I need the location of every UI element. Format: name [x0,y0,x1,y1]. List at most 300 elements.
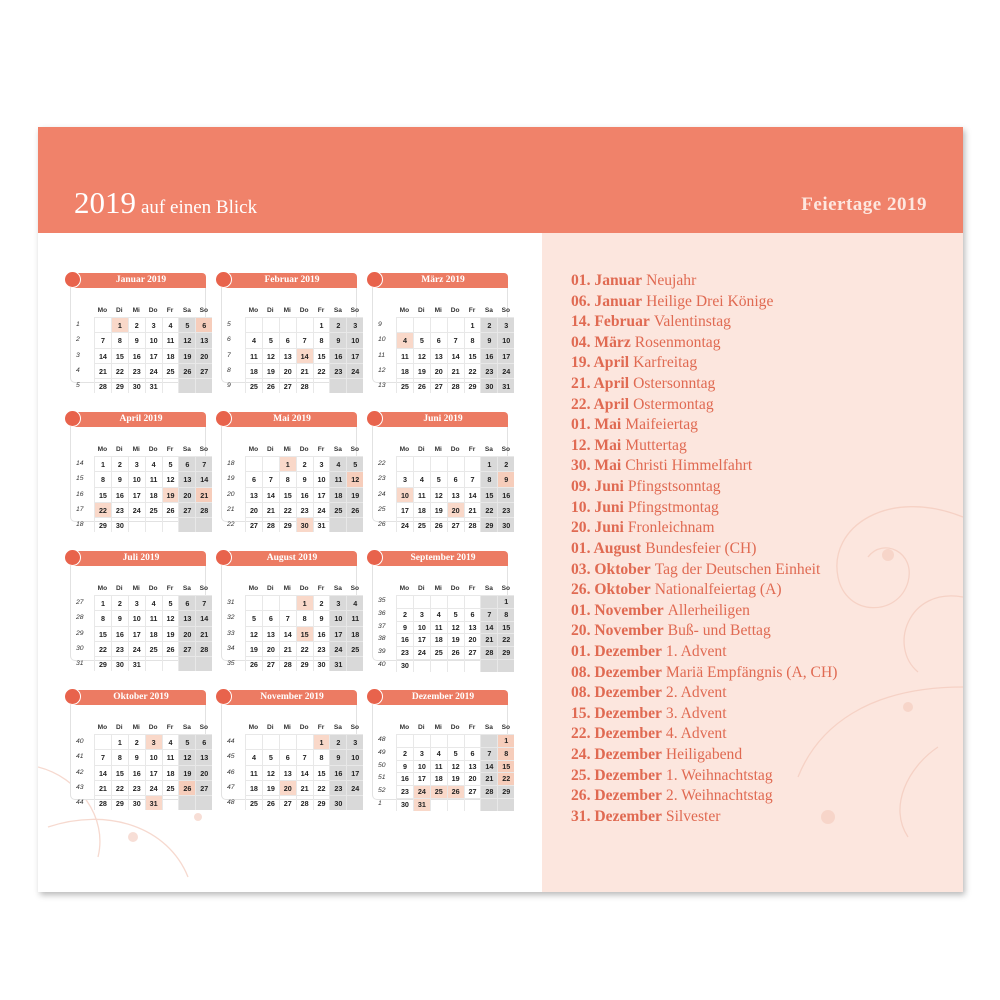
grid-corner [375,722,396,734]
month-grid [375,722,514,811]
weekday-header: Sa [484,446,493,453]
holiday-item [571,704,837,725]
day-cell: 11 [245,765,262,780]
day-cell: 29 [111,795,128,810]
day-cell: 25 [245,378,262,393]
weekday-header: Sa [182,724,191,731]
month-calendar [64,690,209,809]
day-cell: 19 [346,487,363,502]
holiday-name: 3. Advent [665,704,727,722]
month-body [372,427,511,531]
holiday-month: Mai [594,457,622,475]
day-cell: 29 [94,656,111,671]
day-cell: 7 [94,332,111,347]
day-cell: 30 [329,795,346,810]
holiday-item [571,415,837,436]
day-cell [464,595,481,608]
holiday-name: 1. Weihnachtstag [665,766,773,784]
month-grid [224,583,363,671]
day-cell: 4 [145,456,162,471]
holiday-month: Mai [594,416,622,434]
day-cell: 18 [145,487,162,502]
week-number: 20 [227,490,235,498]
weekday-header: Mi [132,585,140,592]
day-cell: 12 [430,487,447,502]
weekday-header: Mo [248,585,259,592]
week-number: 41 [76,753,84,761]
day-cell [480,659,497,672]
day-cell: 18 [245,780,262,795]
weekday-header: Fr [166,307,174,314]
holiday-item [571,477,837,498]
day-cell [162,517,179,532]
day-cell: 26 [178,780,195,795]
weekday-header: Mo [97,724,108,731]
day-cell: 19 [262,363,279,378]
weekday-header: Mo [248,307,259,314]
day-cell: 21 [94,780,111,795]
day-cell [464,734,481,747]
day-cell [195,378,212,393]
holiday-item [571,663,837,684]
day-cell [447,734,464,747]
day-cell: 13 [245,487,262,502]
holiday-day: 08. [571,684,595,702]
weekday-header: Fr [166,585,174,592]
day-cell: 9 [111,471,128,486]
day-cell [178,656,195,671]
weekday-header: Fr [317,585,325,592]
day-cell: 15 [111,765,128,780]
day-cell: 4 [346,595,363,610]
weekday-header: Di [418,446,425,453]
circle-icon [215,688,232,705]
week-number: 33 [227,629,235,637]
day-cell: 16 [111,626,128,641]
day-cell [497,798,514,811]
day-cell: 6 [447,471,464,486]
grid-corner [73,305,94,317]
holiday-month: Juni [594,478,624,496]
day-cell: 19 [430,502,447,517]
day-cell: 21 [296,363,313,378]
holiday-day: 14. [571,313,595,331]
holiday-name: Christi Himmelfahrt [625,457,753,475]
week-number: 32 [227,614,235,622]
day-cell [296,317,313,332]
week-number: 8 [227,366,231,374]
day-cell: 15 [111,348,128,363]
holiday-item [571,395,837,416]
day-cell: 24 [145,363,162,378]
weekday-header: So [199,307,208,314]
month-grid [375,305,514,393]
day-cell: 28 [195,641,212,656]
holiday-item [571,292,837,313]
day-cell: 17 [128,487,145,502]
day-cell: 29 [313,795,330,810]
week-number: 31 [76,660,84,668]
day-cell: 26 [430,517,447,532]
week-number: 22 [378,460,386,467]
day-cell [162,378,179,393]
day-cell: 2 [480,317,497,332]
holiday-name: Heilige Drei Könige [646,292,774,310]
day-cell: 11 [245,348,262,363]
day-cell: 12 [162,471,179,486]
day-cell: 16 [497,487,514,502]
day-cell: 19 [162,626,179,641]
holiday-day: 31. [571,807,595,825]
day-cell: 11 [430,621,447,634]
day-cell [464,659,481,672]
day-cell [480,798,497,811]
day-cell: 9 [396,621,413,634]
day-cell: 15 [464,348,481,363]
day-cell: 30 [497,517,514,532]
weekday-header: Do [299,724,309,731]
day-cell: 20 [279,363,296,378]
day-cell: 30 [111,517,128,532]
day-cell: 5 [262,332,279,347]
day-cell: 24 [313,502,330,517]
day-cell: 6 [430,332,447,347]
day-cell: 28 [296,795,313,810]
day-cell [346,656,363,671]
holiday-name: Muttertag [625,436,687,454]
holiday-month: Mai [594,436,622,454]
day-cell: 30 [128,378,145,393]
day-cell: 19 [447,772,464,785]
day-cell: 23 [128,780,145,795]
holiday-name: Ostermontag [633,395,714,413]
day-cell: 22 [296,641,313,656]
holiday-month: Dezember [594,642,662,660]
month-calendar [64,273,209,392]
day-cell: 26 [413,378,430,393]
holiday-name: Maifeiertag [625,416,698,434]
day-cell [245,734,262,749]
day-cell: 27 [464,785,481,798]
day-cell: 8 [111,749,128,764]
day-cell: 3 [346,317,363,332]
day-cell: 9 [128,749,145,764]
holiday-month: Juni [594,498,624,516]
day-cell: 17 [396,502,413,517]
day-cell: 4 [413,471,430,486]
day-cell [430,595,447,608]
day-cell: 5 [178,317,195,332]
weekday-header: Mi [283,307,291,314]
day-cell: 1 [94,456,111,471]
day-cell: 8 [111,332,128,347]
day-cell: 13 [178,610,195,625]
title-year: 2019 [74,185,136,220]
day-cell: 14 [195,610,212,625]
weekday-header: Mi [283,446,291,453]
week-number: 48 [378,736,386,743]
day-cell: 14 [94,348,111,363]
week-number: 19 [227,475,235,483]
day-cell: 11 [145,610,162,625]
weekday-header: Sa [484,307,493,314]
day-cell: 23 [396,646,413,659]
holiday-day: 06. [571,292,595,310]
day-cell: 3 [346,734,363,749]
day-cell [245,317,262,332]
day-cell: 1 [497,734,514,747]
day-cell: 27 [178,641,195,656]
holiday-month: Dezember [594,807,662,825]
day-cell: 4 [245,749,262,764]
day-cell: 26 [262,378,279,393]
day-cell: 4 [430,608,447,621]
day-cell [346,795,363,810]
day-cell: 16 [329,348,346,363]
day-cell: 28 [447,378,464,393]
day-cell: 5 [162,456,179,471]
day-cell: 10 [396,487,413,502]
day-cell: 14 [195,471,212,486]
day-cell: 4 [145,595,162,610]
weekday-header: Mo [97,446,108,453]
holiday-item [571,312,837,333]
holiday-month: Dezember [594,704,662,722]
day-cell: 8 [497,608,514,621]
day-cell: 14 [94,765,111,780]
day-cell: 6 [279,332,296,347]
day-cell: 13 [464,621,481,634]
day-cell: 5 [178,734,195,749]
week-number: 44 [76,799,84,807]
day-cell: 11 [162,332,179,347]
day-cell: 16 [480,348,497,363]
weekday-header: Di [116,724,123,731]
day-cell: 19 [413,363,430,378]
day-cell: 11 [162,749,179,764]
day-cell: 14 [480,621,497,634]
day-cell: 28 [94,795,111,810]
month-calendar [366,690,511,809]
day-cell [396,595,413,608]
holiday-day: 30. [571,457,595,475]
circle-icon [366,688,383,705]
day-cell: 29 [111,378,128,393]
day-cell: 11 [413,487,430,502]
weekday-header: Do [450,307,460,314]
day-cell: 4 [162,317,179,332]
grid-corner [73,444,94,456]
day-cell [447,317,464,332]
day-cell [329,378,346,393]
day-cell: 14 [464,487,481,502]
month-body [372,288,511,392]
day-cell: 23 [396,785,413,798]
day-cell: 31 [313,517,330,532]
day-cell: 19 [245,641,262,656]
holiday-item [571,560,837,581]
holiday-month: Dezember [594,684,662,702]
day-cell: 23 [296,502,313,517]
holiday-day: 22. [571,395,594,413]
day-cell: 14 [279,626,296,641]
circle-icon [64,271,81,288]
day-cell: 17 [413,633,430,646]
day-cell: 11 [396,348,413,363]
day-cell [480,595,497,608]
week-number: 45 [227,753,235,761]
weekday-header: Sa [333,585,342,592]
day-cell: 15 [94,487,111,502]
day-cell [413,734,430,747]
day-cell: 4 [396,332,413,347]
day-cell: 16 [296,487,313,502]
day-cell: 12 [262,765,279,780]
weekday-header: Fr [468,585,476,592]
month-body [372,705,511,809]
day-cell [162,656,179,671]
day-cell: 1 [94,595,111,610]
day-cell: 16 [313,626,330,641]
day-cell: 13 [464,760,481,773]
day-cell: 21 [464,502,481,517]
day-cell: 4 [329,456,346,471]
day-cell [195,656,212,671]
week-number: 26 [378,521,386,529]
holiday-item [571,436,837,457]
weekday-header: So [199,446,208,453]
day-cell: 2 [111,456,128,471]
day-cell: 9 [497,471,514,486]
month-calendar [64,551,209,670]
day-cell: 24 [128,502,145,517]
day-cell: 17 [346,348,363,363]
day-cell [245,456,262,471]
day-cell: 5 [413,332,430,347]
month-calendar [215,551,360,670]
day-cell [145,517,162,532]
holiday-month: März [594,333,631,351]
week-number: 36 [378,609,386,617]
day-cell: 22 [313,780,330,795]
day-cell: 25 [162,363,179,378]
day-cell: 5 [447,608,464,621]
day-cell: 25 [346,641,363,656]
day-cell: 7 [296,332,313,347]
day-cell: 23 [497,502,514,517]
weekday-header: Do [450,446,460,453]
weekday-header: So [350,724,359,731]
day-cell: 7 [464,471,481,486]
month-body [221,705,360,809]
day-cell: 13 [447,487,464,502]
day-cell: 3 [413,608,430,621]
day-cell: 29 [296,656,313,671]
day-cell: 26 [447,646,464,659]
month-grid [73,444,212,532]
circle-icon [215,410,232,427]
month-grid [224,444,363,532]
day-cell: 20 [178,626,195,641]
day-cell: 6 [245,471,262,486]
holiday-item [571,745,837,766]
day-cell: 3 [128,595,145,610]
month-title: März 2019 [372,273,508,288]
grid-corner [224,583,245,595]
day-cell: 7 [279,610,296,625]
day-cell: 20 [178,487,195,502]
day-cell: 14 [296,765,313,780]
month-title: Februar 2019 [221,273,357,288]
weekday-header: Mo [399,446,410,453]
day-cell: 8 [313,749,330,764]
day-cell: 5 [346,456,363,471]
day-cell [430,456,447,471]
day-cell: 28 [94,378,111,393]
day-cell [430,317,447,332]
holiday-item [571,786,837,807]
day-cell [262,456,279,471]
weekday-header: So [501,307,510,314]
weekday-header: Fr [317,724,325,731]
day-cell [430,798,447,811]
weekday-header: Do [299,446,309,453]
month-title: September 2019 [372,551,508,566]
weekday-header: Di [267,307,274,314]
month-calendar [215,412,360,531]
holiday-name: 4. Advent [665,725,727,743]
holiday-name: Silvester [665,807,721,825]
day-cell: 31 [497,378,514,393]
month-title: Dezember 2019 [372,690,508,705]
holiday-item [571,518,837,539]
day-cell: 27 [195,363,212,378]
day-cell: 18 [346,626,363,641]
weekday-header: Di [267,446,274,453]
holiday-item [571,333,837,354]
day-cell: 20 [464,772,481,785]
holiday-day: 22. [571,725,595,743]
month-body [221,566,360,670]
day-cell: 21 [262,502,279,517]
day-cell: 20 [245,502,262,517]
day-cell: 30 [111,656,128,671]
day-cell: 2 [396,608,413,621]
day-cell: 13 [279,348,296,363]
day-cell: 21 [195,487,212,502]
holiday-month: November [594,601,664,619]
week-number: 7 [227,351,231,359]
day-cell: 10 [413,621,430,634]
holiday-day: 25. [571,766,595,784]
month-body [221,288,360,392]
day-cell: 11 [430,760,447,773]
day-cell: 6 [464,608,481,621]
holiday-month: Dezember [594,746,662,764]
weekday-header: Di [116,446,123,453]
day-cell [430,659,447,672]
day-cell: 29 [497,646,514,659]
holiday-day: 03. [571,560,595,578]
day-cell: 12 [262,348,279,363]
day-cell: 30 [128,795,145,810]
day-cell: 6 [262,610,279,625]
day-cell: 6 [195,734,212,749]
weekday-header: Mo [399,724,410,731]
day-cell: 4 [245,332,262,347]
week-number: 16 [76,490,84,498]
week-number: 47 [227,783,235,791]
